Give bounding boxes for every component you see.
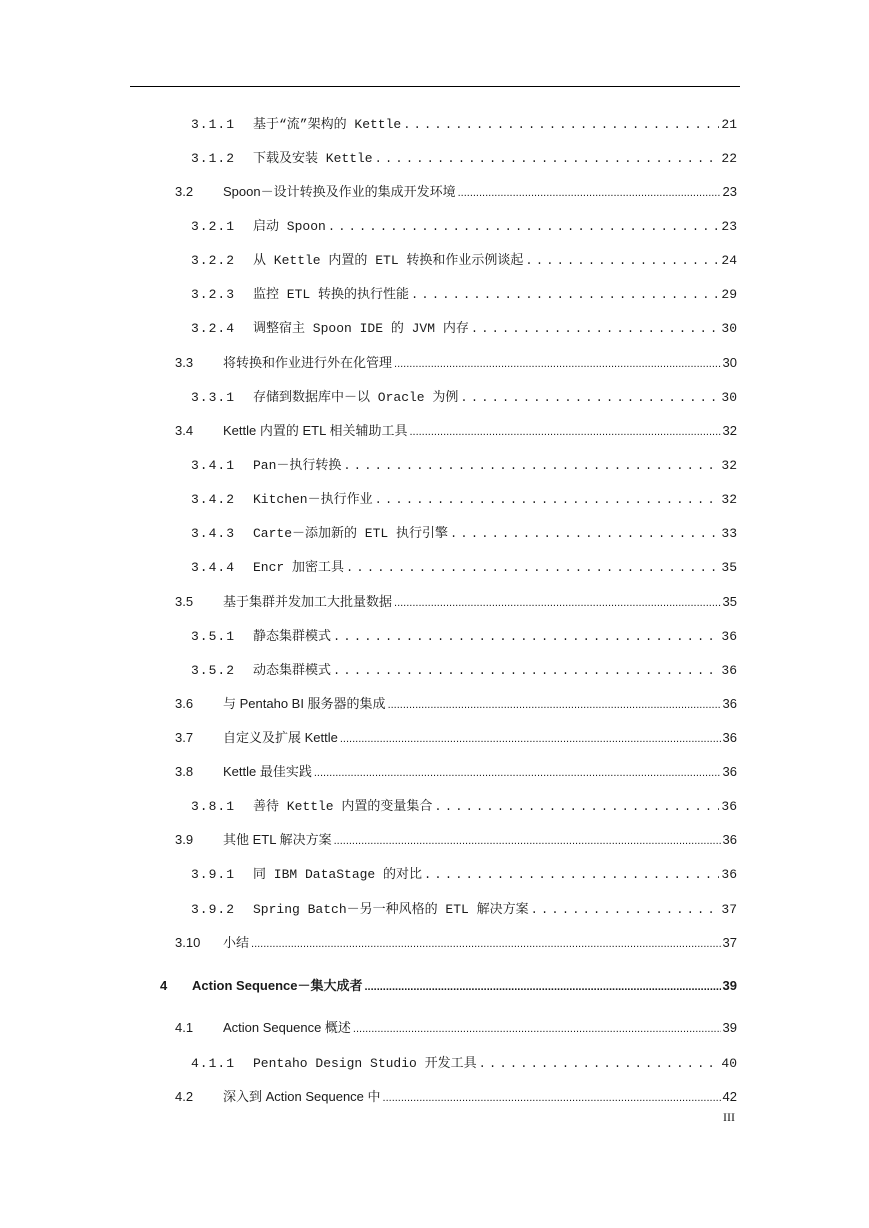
toc-entry[interactable] [191, 795, 737, 817]
toc-entry-number: 3.1.1 [191, 117, 236, 132]
toc-entry[interactable] [175, 761, 737, 783]
dot-leader [409, 426, 720, 438]
toc-entry[interactable] [175, 727, 737, 749]
dot-leader [333, 630, 719, 644]
toc-entry[interactable] [191, 863, 737, 885]
toc-entry[interactable] [191, 317, 737, 339]
toc-entry-page: 32 [722, 423, 737, 438]
dot-leader [375, 493, 720, 507]
toc-entry-number: 3.10 [175, 935, 201, 950]
toc-entry-page: 23 [722, 184, 737, 199]
toc-entry-number: 3.4 [175, 423, 194, 438]
toc-entry-title: 深入到 Action Sequence 中 [223, 1089, 381, 1104]
toc-entry-title: Spring Batch－另一种风格的 ETL 解决方案 [253, 902, 529, 917]
toc-entry-page: 23 [721, 219, 737, 234]
toc-entry[interactable] [175, 829, 737, 851]
toc-entry[interactable] [191, 659, 737, 681]
toc-entry-title: 自定义及扩展 Kettle [223, 730, 338, 745]
toc-entry-title: 其他 ETL 解决方案 [223, 832, 332, 847]
dot-leader [471, 322, 720, 336]
dot-leader [458, 187, 721, 199]
dot-leader [394, 358, 721, 370]
toc-entry-number: 3.1.2 [191, 151, 236, 166]
toc-entry-number: 4 [160, 978, 168, 993]
toc-entry-title: Action Sequence－集大成者 [192, 978, 363, 993]
dot-leader [343, 459, 719, 473]
toc-entry-page: 36 [722, 832, 737, 847]
toc-entry-page: 36 [721, 663, 737, 678]
toc-entry-title: Kettle 内置的 ETL 相关辅助工具 [223, 423, 408, 438]
toc-entry-title: 从 Kettle 内置的 ETL 转换和作业示例谈起 [253, 253, 524, 268]
toc-entry-page: 30 [721, 321, 737, 336]
dot-leader [314, 767, 721, 779]
dot-leader [328, 220, 720, 234]
dot-leader [531, 903, 720, 917]
toc-entry-number: 3.8.1 [191, 799, 236, 814]
toc-entry-number: 3.2 [175, 184, 194, 199]
toc-entry-page: 37 [722, 935, 737, 950]
toc-entry-title: 基于“流”架构的 Kettle [253, 117, 402, 132]
toc-entry[interactable] [191, 1052, 737, 1074]
toc-entry-page: 40 [721, 1056, 737, 1071]
toc-entry-number: 3.9.1 [191, 867, 236, 882]
toc-entry-page: 32 [721, 492, 737, 507]
toc-entry-number: 4.1.1 [191, 1056, 236, 1071]
toc-entry-title: 存储到数据库中－以 Oracle 为例 [253, 390, 459, 405]
toc-entry-number: 3.8 [175, 764, 194, 779]
toc-entry-page: 36 [721, 799, 737, 814]
header-rule [130, 86, 740, 87]
toc-entry-page: 36 [722, 764, 737, 779]
toc-entry-title: Kettle 最佳实践 [223, 764, 312, 779]
toc-entry[interactable] [191, 215, 737, 237]
toc-entry-title: 动态集群模式 [253, 663, 332, 678]
toc-entry-title: 基于集群并发加工大批量数据 [223, 594, 393, 609]
toc-entry-title: 启动 Spoon [253, 219, 326, 234]
dot-leader [346, 561, 719, 575]
toc-entry-page: 36 [721, 867, 737, 882]
toc-entry-title: Encr 加密工具 [253, 560, 345, 575]
toc-entry[interactable] [191, 147, 737, 169]
dot-leader [434, 800, 719, 814]
dot-leader [525, 254, 719, 268]
toc-entry[interactable] [175, 352, 737, 374]
toc-entry-number: 3.4.4 [191, 560, 236, 575]
toc-entry[interactable] [175, 932, 737, 954]
toc-entry-title: 同 IBM DataStage 的对比 [253, 867, 423, 882]
toc-entry-number: 3.5.2 [191, 663, 236, 678]
dot-leader [333, 664, 719, 678]
dot-leader [251, 938, 721, 950]
dot-leader [460, 391, 719, 405]
toc-entry-title: 调整宿主 Spoon IDE 的 JVM 内存 [253, 321, 469, 336]
toc-entry-page: 30 [722, 355, 737, 370]
dot-leader [383, 1092, 721, 1104]
toc-entry-title: Spoon－设计转换及作业的集成开发环境 [223, 184, 456, 199]
toc-entry-page: 37 [721, 902, 737, 917]
toc-entry-page: 35 [722, 594, 737, 609]
toc-entry-number: 3.3 [175, 355, 194, 370]
toc-entry-title: 小结 [223, 935, 250, 950]
toc-entry-title: 善待 Kettle 内置的变量集合 [253, 799, 433, 814]
toc-entry-page: 29 [721, 287, 737, 302]
toc-entry[interactable] [175, 1017, 737, 1039]
toc-entry-number: 3.9.2 [191, 902, 236, 917]
toc-entry[interactable] [175, 181, 737, 203]
toc-entry-title: 监控 ETL 转换的执行性能 [253, 287, 410, 302]
toc-entry-title: 下载及安装 Kettle [253, 151, 373, 166]
toc-entry[interactable] [175, 591, 737, 613]
toc-entry-number: 3.2.3 [191, 287, 236, 302]
toc-entry[interactable] [191, 488, 737, 510]
toc-entry[interactable] [191, 386, 737, 408]
toc-entry[interactable] [191, 625, 737, 647]
dot-leader [375, 152, 720, 166]
toc-entry-title: Pan－执行转换 [253, 458, 342, 473]
toc-entry-number: 3.2.1 [191, 219, 236, 234]
toc-entry[interactable] [175, 1086, 737, 1108]
toc-entry-number: 3.9 [175, 832, 194, 847]
dot-leader [353, 1023, 721, 1035]
toc-entry-page: 36 [722, 730, 737, 745]
toc-entry-title: 与 Pentaho BI 服务器的集成 [223, 696, 386, 711]
toc-entry[interactable] [191, 898, 737, 920]
toc-entry-title: 静态集群模式 [253, 629, 332, 644]
toc-entry-page: 39 [722, 978, 737, 993]
toc-chapter-entry[interactable] [160, 975, 737, 997]
toc-entry-title: Kitchen－执行作业 [253, 492, 373, 507]
toc-entry-number: 3.2.2 [191, 253, 236, 268]
toc-entry-number: 4.1 [175, 1020, 194, 1035]
toc-entry-title: Carte－添加新的 ETL 执行引擎 [253, 526, 449, 541]
dot-leader [364, 981, 720, 993]
toc-entry-page: 39 [722, 1020, 737, 1035]
dot-leader [424, 868, 719, 882]
toc-entry[interactable] [191, 113, 737, 135]
toc-entry[interactable] [191, 556, 737, 578]
toc-entry-page: 36 [722, 696, 737, 711]
toc-entry-title: Pentaho Design Studio 开发工具 [253, 1056, 477, 1071]
toc-entry-page: 30 [721, 390, 737, 405]
toc-entry-number: 3.4.2 [191, 492, 236, 507]
toc-entry-page: 24 [721, 253, 737, 268]
toc-entry-number: 3.4.1 [191, 458, 236, 473]
toc-entry-number: 3.4.3 [191, 526, 236, 541]
toc-entry[interactable] [175, 693, 737, 715]
dot-leader [479, 1057, 720, 1071]
dot-leader [394, 597, 721, 609]
dot-leader [340, 733, 721, 745]
toc-entry[interactable] [191, 454, 737, 476]
toc-entry-page: 36 [721, 629, 737, 644]
toc-entry[interactable] [191, 522, 737, 544]
toc-entry-number: 4.2 [175, 1089, 194, 1104]
toc-entry-page: 33 [721, 526, 737, 541]
dot-leader [334, 835, 721, 847]
toc-entry[interactable] [191, 283, 737, 305]
toc-entry-page: 21 [721, 117, 737, 132]
toc-entry-page: 22 [721, 151, 737, 166]
dot-leader [388, 699, 721, 711]
toc-entry-number: 3.2.4 [191, 321, 236, 336]
dot-leader [403, 118, 719, 132]
toc-entry-title: Action Sequence 概述 [223, 1020, 351, 1035]
toc-entry-number: 3.5 [175, 594, 194, 609]
toc-entry-page: 35 [721, 560, 737, 575]
toc-entry-number: 3.7 [175, 730, 194, 745]
toc-entry-number: 3.5.1 [191, 629, 236, 644]
toc-entry[interactable] [191, 249, 737, 271]
dot-leader [411, 288, 719, 302]
page-folio: III [723, 1110, 735, 1124]
toc-entry[interactable] [175, 420, 737, 442]
toc-entry-page: 32 [721, 458, 737, 473]
dot-leader [450, 527, 719, 541]
toc-entry-page: 42 [722, 1089, 737, 1104]
toc-entry-number: 3.6 [175, 696, 194, 711]
toc-entry-title: 将转换和作业进行外在化管理 [223, 355, 393, 370]
toc-entry-number: 3.3.1 [191, 390, 236, 405]
